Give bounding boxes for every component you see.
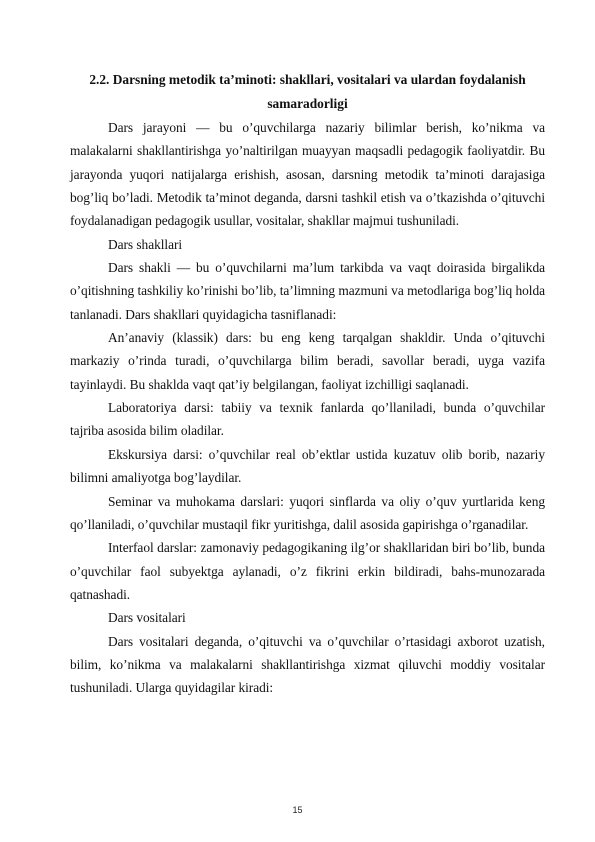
paragraph-intro: Dars jarayoni — bu o’quvchilarga nazariy bilimlar berish, ko’nikma va malakalarni shakllantirishga yo’naltirilgan muayyan maqsadli pedagogik faoliyatdir. Bu jarayonda yuqori natijalarga erishish, asosan, darsning metodik ta’minoti darajasiga bog’liq bo’ladi. Metodik ta’minot deganda, darsni tashkil etish va o’tkazishda o’qituvchi foydalanadigan pedagogik usullar, vositalar, shakllar majmui tushuniladi. — [70, 120, 545, 229]
paragraph-seminar-darslari: Seminar va muhokama darslari: yuqori sinflarda va oliy o’quv yurtlarida keng qo’llaniladi, o’quvchilar mustaqil fikr yuritishga, dalil asosida gapirishga o’rganadilar. — [70, 493, 545, 532]
paragraph-ananaviy-dars: An’anaviy (klassik) dars: bu eng keng tarqalgan shakldir. Unda o’qituvchi markaziy o’rinda turadi, o’quvchilarga bilim beradi, savollar beradi, uyga vazifa tayinlaydi. Bu shaklda vaqt qat’iy belgilangan, faoliyat izchilligi saqlanadi. — [70, 330, 545, 392]
paragraph-dars-shakli: Dars shakli — bu o’quvchilarni ma’lum tarkibda va vaqt doirasida birgalikda o’qitishning tashkiliy ko’rinishi bo’lib, ta’limning mazmuni va metodlariga bog’liq holda tanlanadi. Dars shakllari quyidagicha tasniflanadi: — [70, 260, 545, 322]
page-content — [70, 68, 545, 700]
paragraph-interfaol-darslar: Interfaol darslar: zamonaviy pedagogikaning ilg’or shakllaridan biri bo’lib, bunda o’quvchilar faol subyektga aylanadi, o’z fikrini erkin bildiradi, bahs-munozarada qatnashadi. — [70, 540, 545, 602]
subheading-dars-shakllari: Dars shakllari — [108, 236, 183, 252]
paragraph-laboratoriya-darsi: Laboratoriya darsi: tabiiy va texnik fanlarda qo’llaniladi, bunda o’quvchilar tajriba asosida bilim oladilar. — [70, 400, 545, 439]
paragraph-ekskursiya-darsi: Ekskursiya darsi: o’quvchilar real ob’ektlar ustida kuzatuv olib borib, nazariy bilimni amaliyotga bog’laydilar. — [70, 446, 545, 486]
section-heading: 2.2. Darsning metodik ta’minoti: shakllari, vositalari va ulardan foydalanish samaradorligi — [89, 72, 526, 111]
paragraph-dars-vositalari: Dars vositalari deganda, o’qituvchi va o’quvchilar o’rtasidagi axborot uzatish, bilim, ko’nikma va malakalarni shakllantirishga xizmat qiluvchi moddiy vositalar tushuniladi. Ularga quyidagilar kiradi: — [70, 633, 545, 696]
subheading-dars-vositalari: Dars vositalari — [108, 610, 186, 626]
page-number: 15 — [292, 805, 303, 815]
